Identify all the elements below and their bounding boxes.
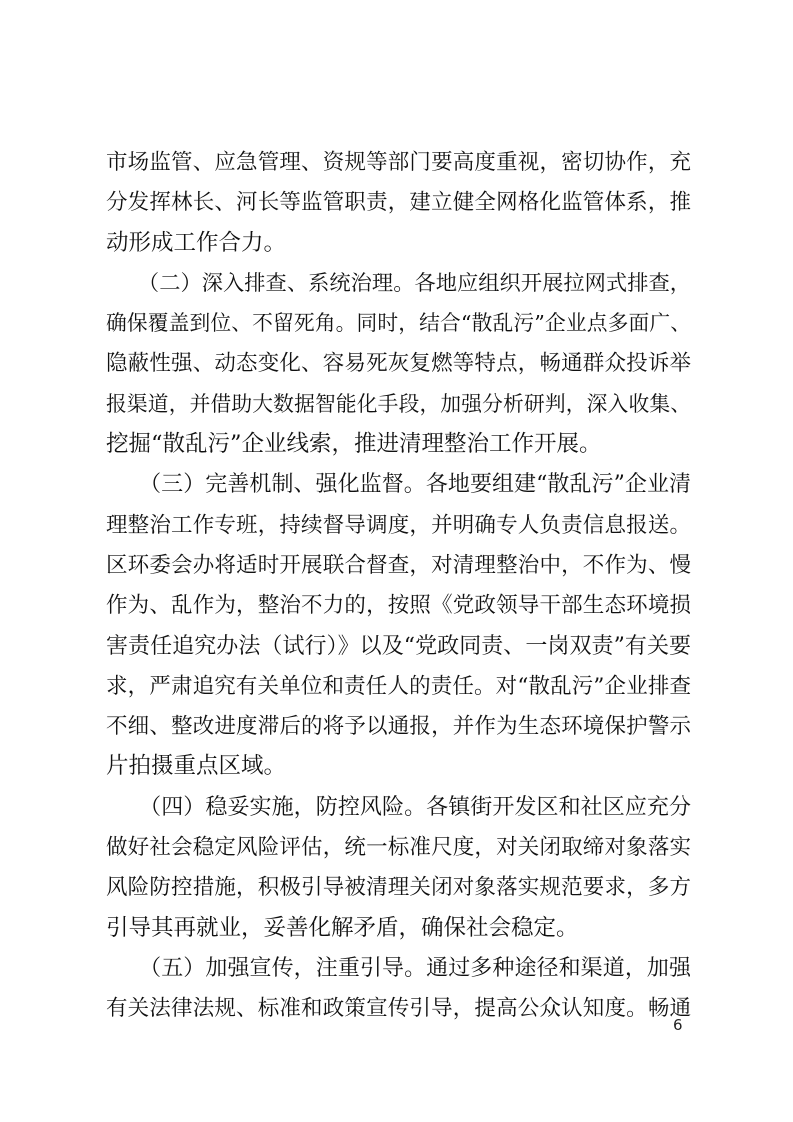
text-line: 作为、乱作为，整治不力的，按照《党政领导干部生态环境损 [106,593,691,619]
text-line: 害责任追究办法（试行）》以及“党政同责、一岗双责”有关要 [106,633,691,659]
text-line: 隐蔽性强、动态变化、容易死灰复燃等特点，畅通群众投诉举 [106,351,691,377]
text-line: 求，严肃追究有关单位和责任人的责任。对“散乱污”企业排查 [106,673,691,699]
text-line: 片拍摄重点区域。 [106,753,287,780]
text-line: 理整治工作专班，持续督导调度，并明确专人负责信息报送。 [106,512,691,538]
text-line: 报渠道，并借助大数据智能化手段，加强分析研判，深入收集、 [106,391,691,416]
text-line: 分发挥林长、河长等监管职责，建立健全网格化监管体系，推 [106,190,691,216]
text-line: 有关法律法规、标准和政策宣传引导，提高公众认知度。畅通 [106,996,691,1022]
text-line: 区环委会办将适时开展联合督查，对清理整治中，不作为、慢 [106,552,691,578]
text-line: （三）完善机制、强化监督。各地要组建“散乱污”企业清 [106,472,691,498]
page-number: 6 [673,1016,683,1034]
text-line: （四）稳妥实施，防控风险。各镇街开发区和社区应充分 [106,794,691,820]
document-body [106,145,691,1032]
text-line: 不细、整改进度滞后的将予以通报，并作为生态环境保护警示 [106,714,691,740]
text-line: （五）加强宣传，注重引导。通过多种途径和渠道，加强 [106,955,691,981]
text-line: 引导其再就业，妥善化解矛盾，确保社会稳定。 [106,914,579,941]
text-line: 风险防控措施，积极引导被清理关闭对象落实规范要求，多方 [106,875,691,901]
text-line: 确保覆盖到位、不留死角。同时，结合“散乱污”企业点多面广、 [106,311,691,336]
text-line: 做好社会稳定风险评估，统一标准尺度，对关闭取缔对象落实 [106,835,691,861]
text-line: 市场监管、应急管理、资规等部门要高度重视，密切协作，充 [106,150,691,175]
text-line: 挖掘“散乱污”企业线索，推进清理整治工作开展。 [106,431,602,458]
text-line: 动形成工作合力。 [106,229,287,256]
text-line: （二）深入排查、系统治理。各地应组织开展拉网式排查， [106,270,691,296]
